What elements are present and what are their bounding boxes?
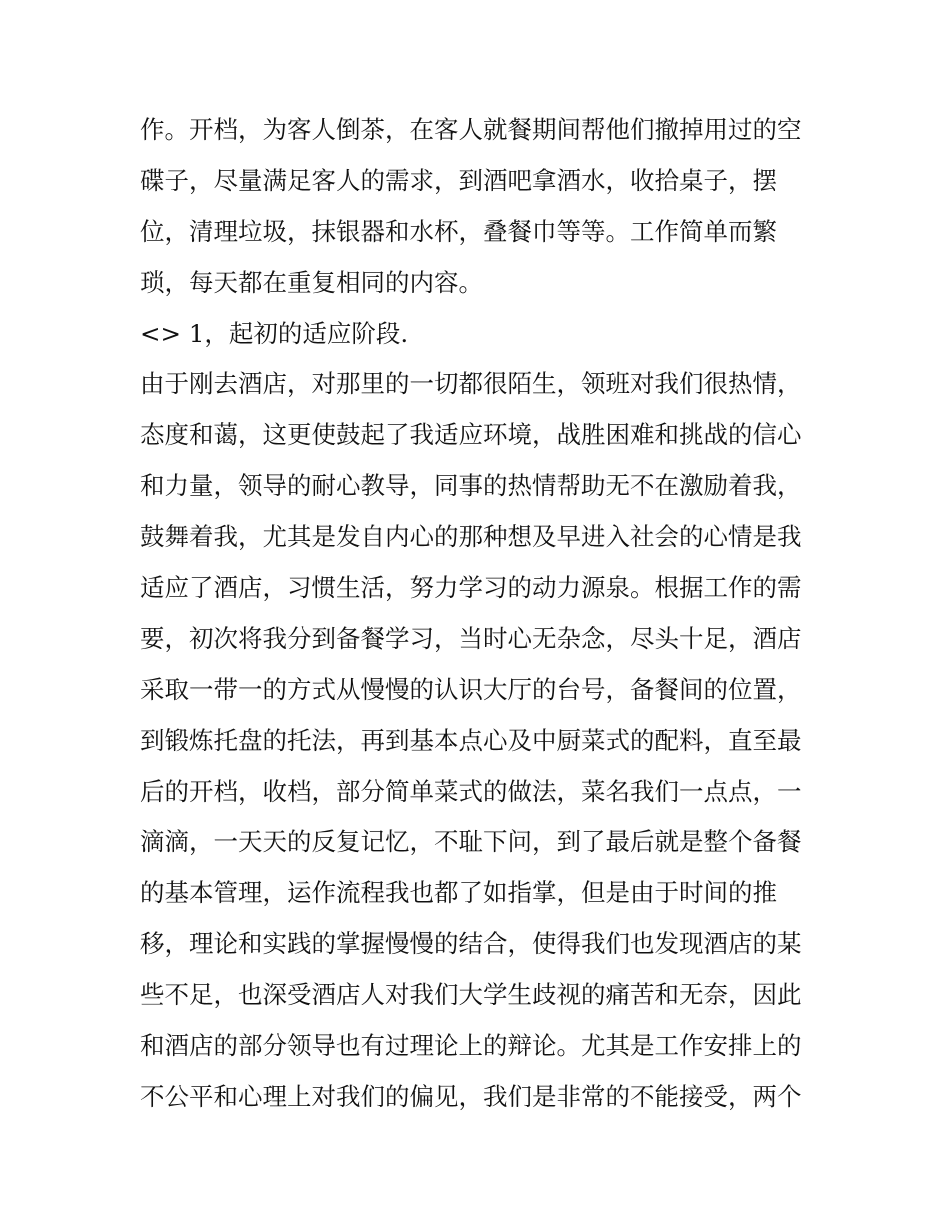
text-line: 作。开档，为客人倒茶，在客人就餐期间帮他们撤掉用过的空 — [140, 115, 802, 144]
text-line: 不公平和心理上对我们的偏见，我们是非常的不能接受，两个 — [140, 1081, 802, 1111]
text-line: 和酒店的部分领导也有过理论上的辩论。尤其是工作安排上的 — [140, 1031, 802, 1061]
text-line: 位，清理垃圾，抹银器和水杯，叠餐巾等等。工作简单而繁 — [140, 216, 777, 246]
text-line: 适应了酒店，习惯生活，努力学习的动力源泉。根据工作的需 — [140, 573, 802, 603]
text-line: 由于刚去酒店，对那里的一切都很陌生，领班对我们很热情， — [140, 369, 802, 399]
text-line: 到锻炼托盘的托法，再到基本点心及中厨菜式的配料，直至最 — [140, 725, 802, 755]
text-line: 和力量，领导的耐心教导，同事的热情帮助无不在激励着我， — [140, 471, 802, 501]
text-line: 采取一带一的方式从慢慢的认识大厅的台号，备餐间的位置， — [140, 674, 802, 704]
text-line: 要，初次将我分到备餐学习，当时心无杂念，尽头十足，酒店 — [140, 623, 802, 653]
text-line: 滴滴，一天天的反复记忆，不耻下问，到了最后就是整个备餐 — [140, 827, 802, 857]
text-line: 些不足，也深受酒店人对我们大学生歧视的痛苦和无奈，因此 — [140, 980, 802, 1010]
text-line: 鼓舞着我，尤其是发自内心的那种想及早进入社会的心情是我 — [140, 522, 802, 552]
section-heading: <> 1，起初的适应阶段. — [140, 318, 409, 348]
text-line: 后的开档，收档，部分简单菜式的做法，菜名我们一点点，一 — [140, 776, 802, 806]
text-line: 移，理论和实践的掌握慢慢的结合，使得我们也发现酒店的某 — [140, 929, 802, 959]
text-line: 琐，每天都在重复相同的内容。 — [140, 267, 483, 297]
document-body — [140, 105, 820, 1123]
text-line: 的基本管理，运作流程我也都了如指掌，但是由于时间的推 — [140, 878, 777, 908]
text-line: 碟子，尽量满足客人的需求，到酒吧拿酒水，收拾桌子，摆 — [140, 165, 777, 195]
text-line: 态度和蔼，这更使鼓起了我适应环境，战胜困难和挑战的信心 — [140, 420, 802, 450]
